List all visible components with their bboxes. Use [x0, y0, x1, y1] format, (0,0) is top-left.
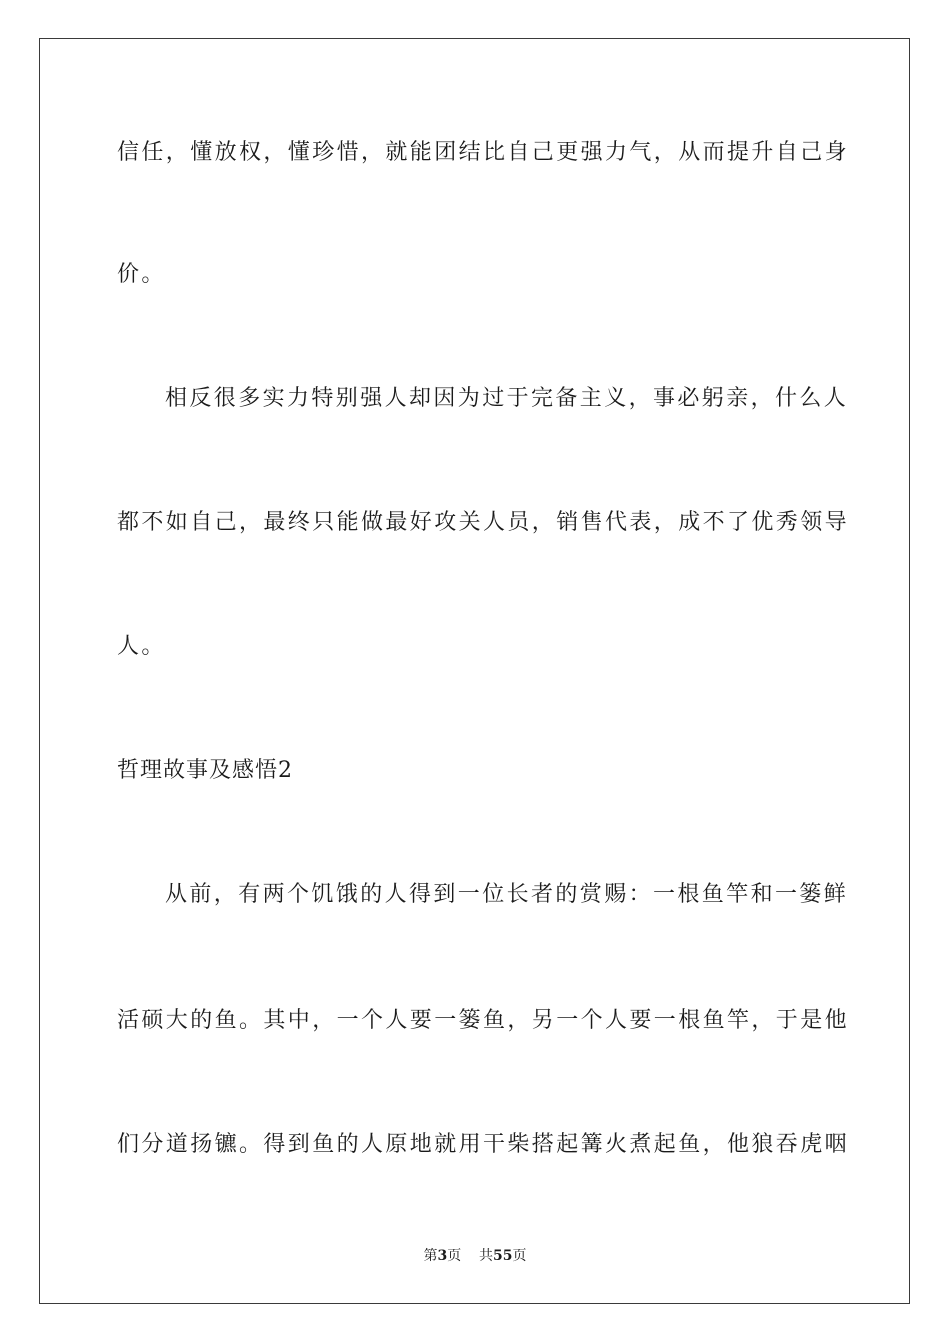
paragraph-line: 活硕大的鱼。其中，一个人要一篓鱼，另一个人要一根鱼竿，于是他: [117, 1008, 850, 1033]
current-page-number: 3: [437, 1248, 448, 1264]
paragraph-line: 都不如自己，最终只能做最好攻关人员，销售代表，成不了优秀领导: [117, 510, 850, 535]
footer-prefix: 第: [423, 1248, 438, 1264]
page-footer: [0, 1246, 950, 1266]
paragraph-line: 价。: [117, 262, 166, 287]
total-pages-number: 55: [493, 1248, 513, 1264]
paragraph-line: 信任，懂放权，懂珍惜，就能团结比自己更强力气，从而提升自己身: [117, 140, 850, 165]
paragraph-line: 从前，有两个饥饿的人得到一位长者的赏赐：一根鱼竿和一篓鲜: [165, 882, 849, 907]
paragraph-line: 们分道扬镳。得到鱼的人原地就用干柴搭起篝火煮起鱼，他狼吞虎咽: [117, 1132, 850, 1157]
footer-total-suffix: 页: [512, 1248, 527, 1264]
paragraph-line: 相反很多实力特别强人却因为过于完备主义，事必躬亲，什么人: [165, 386, 849, 411]
footer-total-prefix: 共: [479, 1248, 494, 1264]
footer-page-suffix: 页: [447, 1248, 462, 1264]
page-frame: [39, 38, 910, 1304]
paragraph-line: 人。: [117, 634, 166, 659]
section-heading: 哲理故事及感悟2: [117, 758, 293, 783]
